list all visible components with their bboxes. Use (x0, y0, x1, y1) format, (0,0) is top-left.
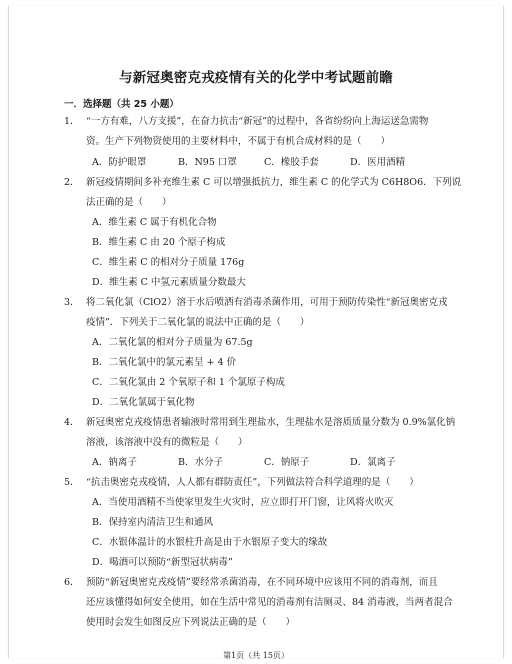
question-4-option-d: D．氯离子 (350, 457, 396, 468)
question-1-option-b: B．N95 口罩 (178, 157, 237, 168)
question-5-line-1: “抗击奥密克戎疫情，人人都有群防责任”，下列做法符合科学道理的是（ ） (86, 477, 419, 488)
question-2-line-1: 新冠疫情期间多补充维生素 C 可以增强抵抗力，维生素 C 的化学式为 C6H8O6．下列说 (86, 177, 462, 188)
question-2-option-d: D．维生素 C 中氢元素质量分数最大 (92, 277, 246, 288)
question-4-number: 4． (64, 417, 80, 428)
question-1-line-1: “一方有难，八方支援”，在奋力抗击“新冠”的过程中，各省纷纷向上海运送急需物 (86, 116, 429, 127)
question-3-option-a: A．二氧化氯的相对分子质量为 67.5g (92, 337, 253, 348)
question-4-line-1: 新冠奥密克戎疫情患者输液时常用到生理盐水，生理盐水是溶质质量分数为 0.9%氯化钠 (86, 417, 456, 428)
question-1-option-d: D．医用酒精 (350, 157, 406, 168)
question-5-option-b: B．保持室内清洁卫生和通风 (92, 517, 213, 528)
question-5-option-d: D．喝酒可以预防“新型冠状病毒” (92, 557, 233, 568)
question-4-option-a: A．钠离子 (92, 457, 137, 468)
section-heading: 一．选择题（共 25 小题） (64, 99, 179, 110)
question-5-option-a: A．当使用酒精不当使家里发生火灾时，应立即打开门窗，让风将火吹灭 (92, 497, 394, 508)
question-5-option-c: C．水银体温计的水银柱升高是由于水银原子变大的缘故 (92, 537, 328, 548)
question-3-option-b: B．二氧化氯中的氯元素呈 + 4 价 (92, 357, 237, 368)
question-5-number: 5． (64, 477, 80, 488)
question-4-option-b: B．水分子 (178, 457, 223, 468)
question-2-line-2: 法正确的是（ ） (86, 197, 172, 208)
question-4-line-2: 溶液，该溶液中没有的微粒是（ ） (86, 437, 248, 448)
question-3-line-2: 疫情”．下列关于二氧化氯的说法中正确的是（ ） (86, 317, 310, 328)
question-3-option-c: C．二氧化氯由 2 个氧原子和 1 个氯原子构成 (92, 377, 285, 388)
question-6-line-1: 预防“新冠奥密克戎疫情”要经常杀菌消毒，在不同环境中应该用不同的消毒剂，而且 (86, 577, 438, 588)
question-2-option-a: A．维生素 C 属于有机化合物 (92, 217, 217, 228)
question-6-number: 6． (64, 577, 80, 588)
question-2-number: 2． (64, 177, 80, 188)
question-4-option-c: C．钠原子 (264, 457, 310, 468)
question-1-option-a: A．防护眼罩 (92, 157, 147, 168)
document-title: 与新冠奥密克戎疫情有关的化学中考试题前瞻 (119, 70, 393, 86)
question-3-line-1: 将二氧化氯（ClO2）溶于水后喷洒有消毒杀菌作用，可用于预防传染性“新冠奥密克戎 (86, 297, 448, 308)
question-1-number: 1． (64, 116, 80, 127)
question-2-option-c: C．维生素 C 的相对分子质量 176g (92, 257, 245, 268)
question-3-option-d: D．二氧化氯属于氧化物 (92, 397, 195, 408)
question-6-line-2: 还应该懂得如何安全使用，如在生活中常见的消毒剂有洁厕灵、84 消毒液，当两者混合 (86, 597, 453, 608)
question-6-line-3: 使用时会发生如图反应下列说法正确的是（ ） (86, 617, 296, 628)
question-3-number: 3． (64, 297, 80, 308)
question-1-option-c: C．橡胶手套 (264, 157, 319, 168)
question-2-option-b: B．维生素 C 由 20 个原子构成 (92, 237, 226, 248)
question-1-line-2: 资。生产下列物资使用的主要材料中，不属于有机合成材料的是（ ） (86, 136, 391, 147)
page-footer: 第1页（共 15页） (223, 651, 289, 660)
